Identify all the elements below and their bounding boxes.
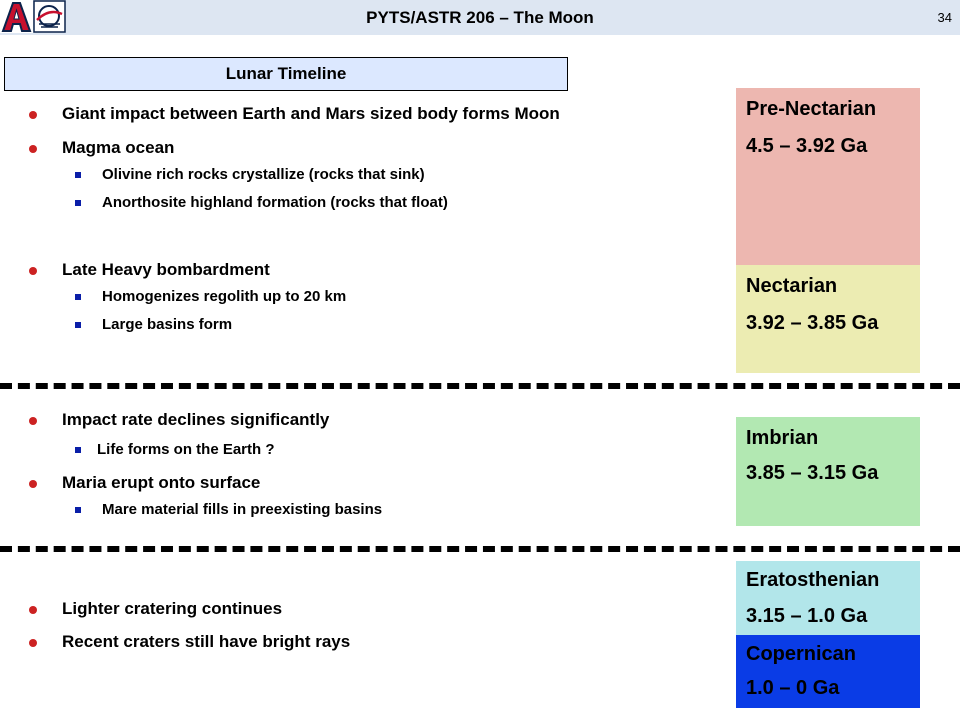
- era-range: 1.0 – 0 Ga: [746, 677, 840, 699]
- era-box-copernican: [736, 635, 920, 708]
- era-divider-dashed: [0, 546, 960, 552]
- era-name: Imbrian: [746, 427, 819, 449]
- sub-bullet-life: Life forms on the Earth ?: [97, 441, 275, 458]
- header-title: PYTS/ASTR 206 – The Moon: [366, 8, 594, 27]
- bullet-lighter-cratering: Lighter cratering continues: [62, 599, 283, 618]
- era-range: 3.92 – 3.85 Ga: [746, 312, 879, 334]
- era-box-imbrian: [736, 417, 920, 526]
- era-box-eratosthenian: [736, 561, 920, 635]
- bullet-impact-rate: Impact rate declines significantly: [62, 410, 330, 429]
- era-divider-dashed: [0, 383, 960, 389]
- sub-bullet-mare: Mare material fills in preexisting basins: [102, 501, 383, 518]
- era-name: Nectarian: [746, 275, 838, 297]
- sub-bullet-olivine: Olivine rich rocks crystallize (rocks that sink): [102, 166, 425, 183]
- era-name: Pre-Nectarian: [746, 98, 877, 120]
- sub-bullet-anorthosite: Anorthosite highland formation (rocks that float): [102, 194, 448, 211]
- slide-number: 34: [937, 10, 952, 25]
- era-box-pre-nectarian: [736, 88, 920, 265]
- era-box-nectarian: [736, 265, 920, 373]
- bullet-giant-impact: Giant impact between Earth and Mars sized body forms Moon: [62, 104, 560, 123]
- era-range: 3.85 – 3.15 Ga: [746, 462, 879, 484]
- sub-bullet-basins: Large basins form: [102, 316, 233, 333]
- era-range: 4.5 – 3.92 Ga: [746, 135, 868, 157]
- era-name: Copernican: [746, 643, 857, 665]
- bullet-magma-ocean: Magma ocean: [62, 138, 175, 157]
- era-name: Eratosthenian: [746, 569, 880, 591]
- section-title: Lunar Timeline: [4, 57, 568, 91]
- bullet-late-heavy-bombardment: Late Heavy bombardment: [62, 260, 270, 279]
- era-range: 3.15 – 1.0 Ga: [746, 605, 868, 627]
- bullet-recent-craters: Recent craters still have bright rays: [62, 632, 351, 651]
- bullet-maria: Maria erupt onto surface: [62, 473, 261, 492]
- sub-bullet-regolith: Homogenizes regolith up to 20 km: [102, 288, 347, 305]
